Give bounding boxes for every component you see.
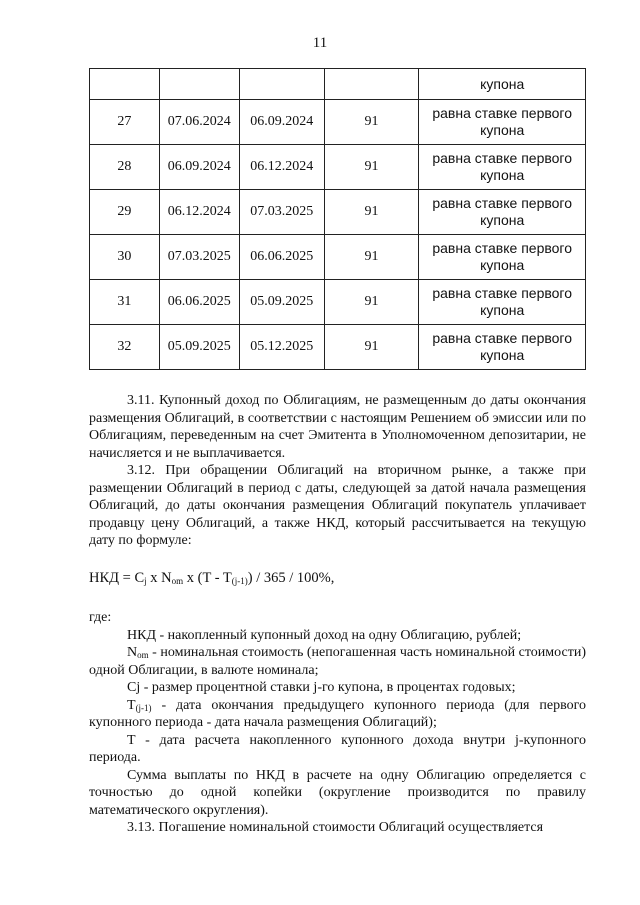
symbol-sub: om (137, 650, 149, 660)
rate-cell (419, 100, 586, 145)
table-cell (324, 69, 419, 100)
table-row (90, 280, 586, 325)
paragraph-sum: Сумма выплаты по НКД в расчете на одну Облигацию определяется с точностью до одной копейки (округление производится по правилу математического округления). (89, 767, 586, 818)
rate-line: купона (480, 347, 525, 363)
formula-part: x (T - T (183, 569, 232, 586)
page-number: 11 (312, 35, 328, 51)
table-cell (90, 69, 160, 100)
definition-t: T - дата расчета накопленного купонного дохода внутри j-купонного периода. (89, 732, 586, 765)
definition-nom (89, 644, 586, 679)
formula-part: НКД = C (89, 569, 145, 586)
definition-text: - дата окончания предыдущего купонного периода (для первого купонного периода - дата начала размещения Облигаций); (89, 697, 586, 730)
coupon-number: 32 (90, 325, 160, 370)
end-date: 06.09.2024 (239, 100, 324, 145)
start-date: 06.12.2024 (159, 190, 239, 235)
symbol: N (127, 645, 138, 660)
coupon-number: 28 (90, 145, 160, 190)
coupon-number: 30 (90, 235, 160, 280)
start-date: 06.06.2025 (159, 280, 239, 325)
table-row (90, 325, 586, 370)
where-label: где: (89, 610, 112, 625)
table-row (90, 235, 586, 280)
start-date: 05.09.2025 (159, 325, 239, 370)
table-row (90, 100, 586, 145)
duration-days: 91 (324, 325, 419, 370)
table-cell (159, 69, 239, 100)
rate-cell (419, 145, 586, 190)
table-cell (239, 69, 324, 100)
end-date: 05.12.2025 (239, 325, 324, 370)
coupon-number: 29 (90, 190, 160, 235)
rate-line: купона (480, 257, 525, 273)
rate-line: равна ставке первого (432, 195, 573, 211)
nkd-formula (89, 570, 586, 588)
paragraph-3-13: 3.13. Погашение номинальной стоимости Облигаций осуществляется (127, 820, 544, 835)
duration-days: 91 (324, 190, 419, 235)
coupon-schedule-table (89, 68, 586, 370)
formula-part: x N (146, 569, 172, 586)
definition-tj1 (89, 697, 586, 732)
rate-cell (419, 235, 586, 280)
coupon-number: 31 (90, 280, 160, 325)
definition-text: - номинальная стоимость (непогашенная часть номинальной стоимости) одной Облигации, в валюте номинала; (89, 645, 586, 678)
symbol-sub: (j-1) (135, 702, 152, 713)
paragraph-3-11: 3.11. Купонный доход по Облигациям, не размещенным до даты окончания размещения Облигаций, в соответствии с настоящим Решением об эмиссии или по Облигациям, переведенным на счет Эмитента в Уполномоченном депозитарии, не начисляется и не выплачивается. (89, 393, 586, 461)
rate-cell (419, 280, 586, 325)
end-date: 07.03.2025 (239, 190, 324, 235)
duration-days: 91 (324, 235, 419, 280)
body-text (89, 392, 586, 837)
table-row (90, 145, 586, 190)
rate-line: равна ставке первого (432, 285, 573, 301)
rate-line: равна ставке первого (432, 150, 573, 166)
duration-days: 91 (324, 145, 419, 190)
rate-line: равна ставке первого (432, 240, 573, 256)
rate-cell (419, 190, 586, 235)
rate-line: купона (480, 212, 525, 228)
rate-line: купона (480, 122, 525, 138)
formula-part: ) / 365 / 100%, (247, 569, 335, 586)
start-date: 07.06.2024 (159, 100, 239, 145)
end-date: 05.09.2025 (239, 280, 324, 325)
duration-days: 91 (324, 280, 419, 325)
definition-cj: Cj - размер процентной ставки j-го купона, в процентах годовых; (127, 680, 516, 695)
formula-sub: om (171, 575, 184, 586)
formula-sub: j (144, 575, 147, 586)
coupon-number: 27 (90, 100, 160, 145)
rate-cell (419, 325, 586, 370)
table-row (90, 190, 586, 235)
rate-line: купона (480, 167, 525, 183)
definition-nkd: НКД - накопленный купонный доход на одну Облигацию, рублей; (127, 627, 522, 643)
symbol: T (127, 697, 136, 713)
rate-cell: купона (419, 69, 586, 100)
rate-line: купона (480, 302, 525, 318)
rate-line: равна ставке первого (432, 330, 573, 346)
duration-days: 91 (324, 100, 419, 145)
end-date: 06.12.2024 (239, 145, 324, 190)
rate-line: равна ставке первого (432, 105, 573, 121)
formula-sub: (j-1) (231, 575, 248, 586)
table-row (90, 69, 586, 100)
end-date: 06.06.2025 (239, 235, 324, 280)
start-date: 06.09.2024 (159, 145, 239, 190)
start-date: 07.03.2025 (159, 235, 239, 280)
paragraph-3-12: 3.12. При обращении Облигаций на вторичном рынке, а также при размещении Облигаций в период с даты, следующей за датой начала размещения Облигаций, до даты окончания размещения Облигаций покупатель уплачивает продавцу цену Облигаций, а также НКД, который рассчитывается на текущую дату по формуле: (89, 463, 586, 548)
